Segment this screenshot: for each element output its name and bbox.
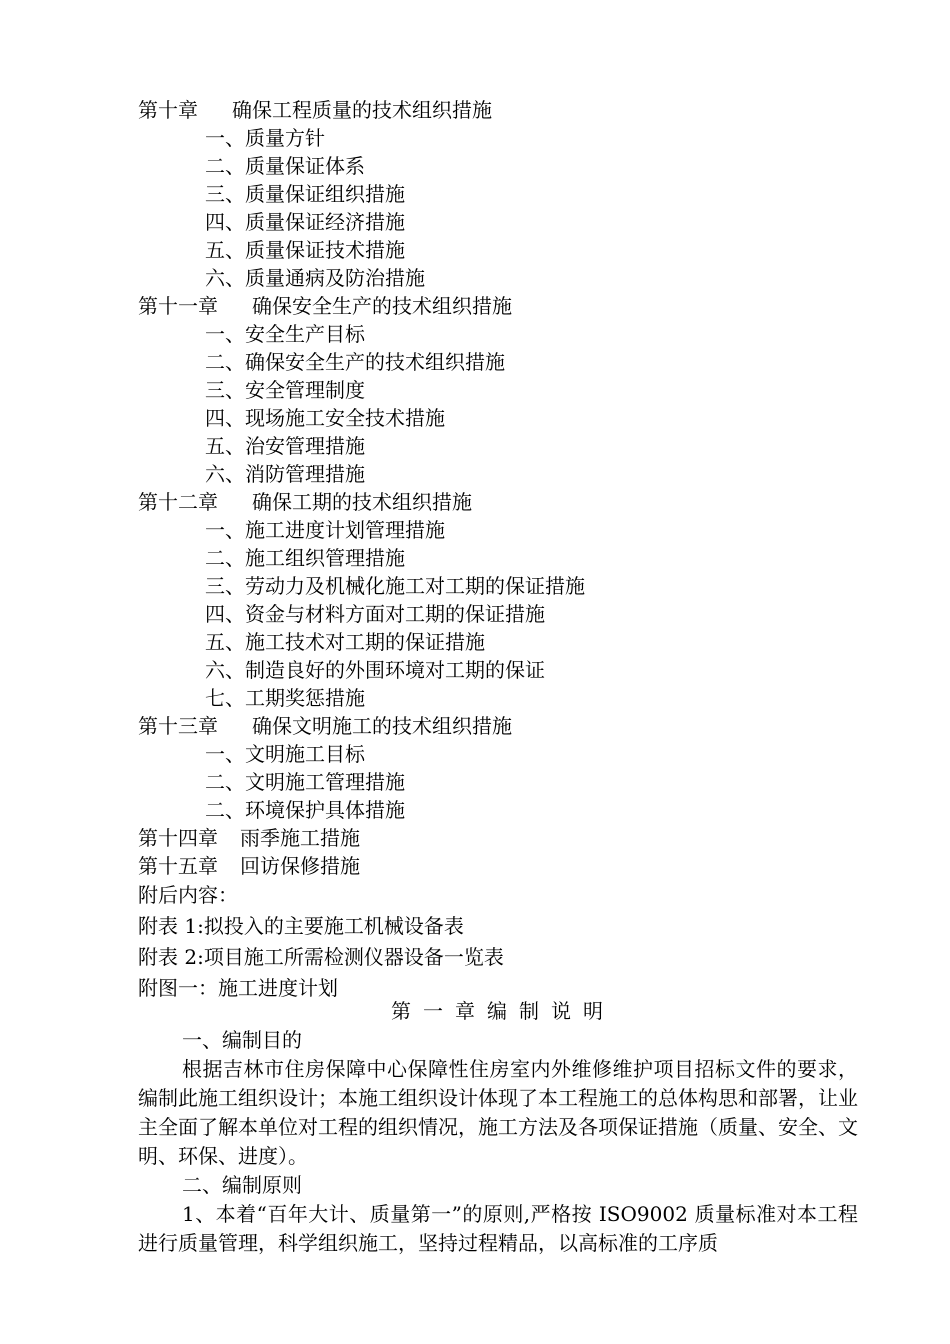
toc-item: 六、消防管理措施 [205,462,365,486]
chapter-title: 确保安全生产的技术组织措施 [252,294,512,318]
chapter-title: 确保工程质量的技术组织措施 [232,98,492,122]
toc-item: 三、安全管理制度 [205,378,365,402]
chapter-number: 第十五章 [138,854,218,878]
toc-item: 一、质量方针 [205,126,325,150]
toc-item: 二、施工组织管理措施 [205,546,405,570]
toc-item: 二、确保安全生产的技术组织措施 [205,350,505,374]
appendix-heading: 附后内容： [138,883,238,907]
body-paragraph: 1、本着“百年大计、质量第一”的原则,严格按 ISO9002 质量标准对本工程进行质量管理，科学组织施工，坚持过程精品，以高标准的工序质 [138,1202,858,1255]
toc-item: 一、文明施工目标 [205,742,365,766]
body-paragraph: 根据吉林市住房保障中心保障性住房室内外维修维护项目招标文件的要求，编制此施工组织设计；本施工组织设计体现了本工程施工的总体构思和部署，让业主全面了解本单位对工程的组织情况，施工方法及各项保证措施（质量、安全、文明、环保、进度）。 [138,1057,858,1168]
toc-item: 二、质量保证体系 [205,154,365,178]
toc-item: 六、质量通病及防治措施 [205,266,425,290]
toc-item: 四、质量保证经济措施 [205,210,405,234]
toc-item: 七、工期奖惩措施 [205,686,365,710]
toc-chapter-11 [138,292,858,320]
chapter-1 [138,996,858,1258]
toc-item: 五、治安管理措施 [205,434,365,458]
toc-item: 四、资金与材料方面对工期的保证措施 [205,602,545,626]
chapter-title: 回访保修措施 [240,854,360,878]
section-heading: 二、编制原则 [182,1173,302,1197]
toc-item: 二、文明施工管理措施 [205,770,405,794]
toc-chapter-10 [138,96,858,124]
chapter-number: 第十一章 [138,294,218,318]
appendix-item: 附图一：施工进度计划 [138,976,338,1000]
section-heading: 一、编制目的 [182,1028,302,1052]
appendix-list [138,880,858,1004]
toc-item: 二、环境保护具体措施 [205,798,405,822]
chapter-title: 确保文明施工的技术组织措施 [252,714,512,738]
toc-chapter-15 [138,852,858,880]
toc-item: 五、质量保证技术措施 [205,238,405,262]
toc-chapter-12 [138,488,858,516]
toc-item: 三、劳动力及机械化施工对工期的保证措施 [205,574,585,598]
appendix-item: 附表 1:拟投入的主要施工机械设备表 [138,914,464,938]
chapter-title: 确保工期的技术组织措施 [252,490,472,514]
toc-item: 六、制造良好的外围环境对工期的保证 [205,658,545,682]
toc-item: 五、施工技术对工期的保证措施 [205,630,485,654]
toc-item: 一、安全生产目标 [205,322,365,346]
toc-item: 一、施工进度计划管理措施 [205,518,445,542]
chapter-title: 雨季施工措施 [240,826,360,850]
chapter-number: 第十四章 [138,826,218,850]
appendix-item: 附表 2:项目施工所需检测仪器设备一览表 [138,945,504,969]
chapter-1-title: 第一章编制说明 [391,999,615,1023]
chapter-number: 第十三章 [138,714,218,738]
toc-item: 四、现场施工安全技术措施 [205,406,445,430]
chapter-number: 第十章 [138,98,198,122]
toc-chapter-13 [138,712,858,740]
toc-item: 三、质量保证组织措施 [205,182,405,206]
chapter-number: 第十二章 [138,490,218,514]
toc-chapter-14 [138,824,858,852]
table-of-contents [138,96,858,1004]
